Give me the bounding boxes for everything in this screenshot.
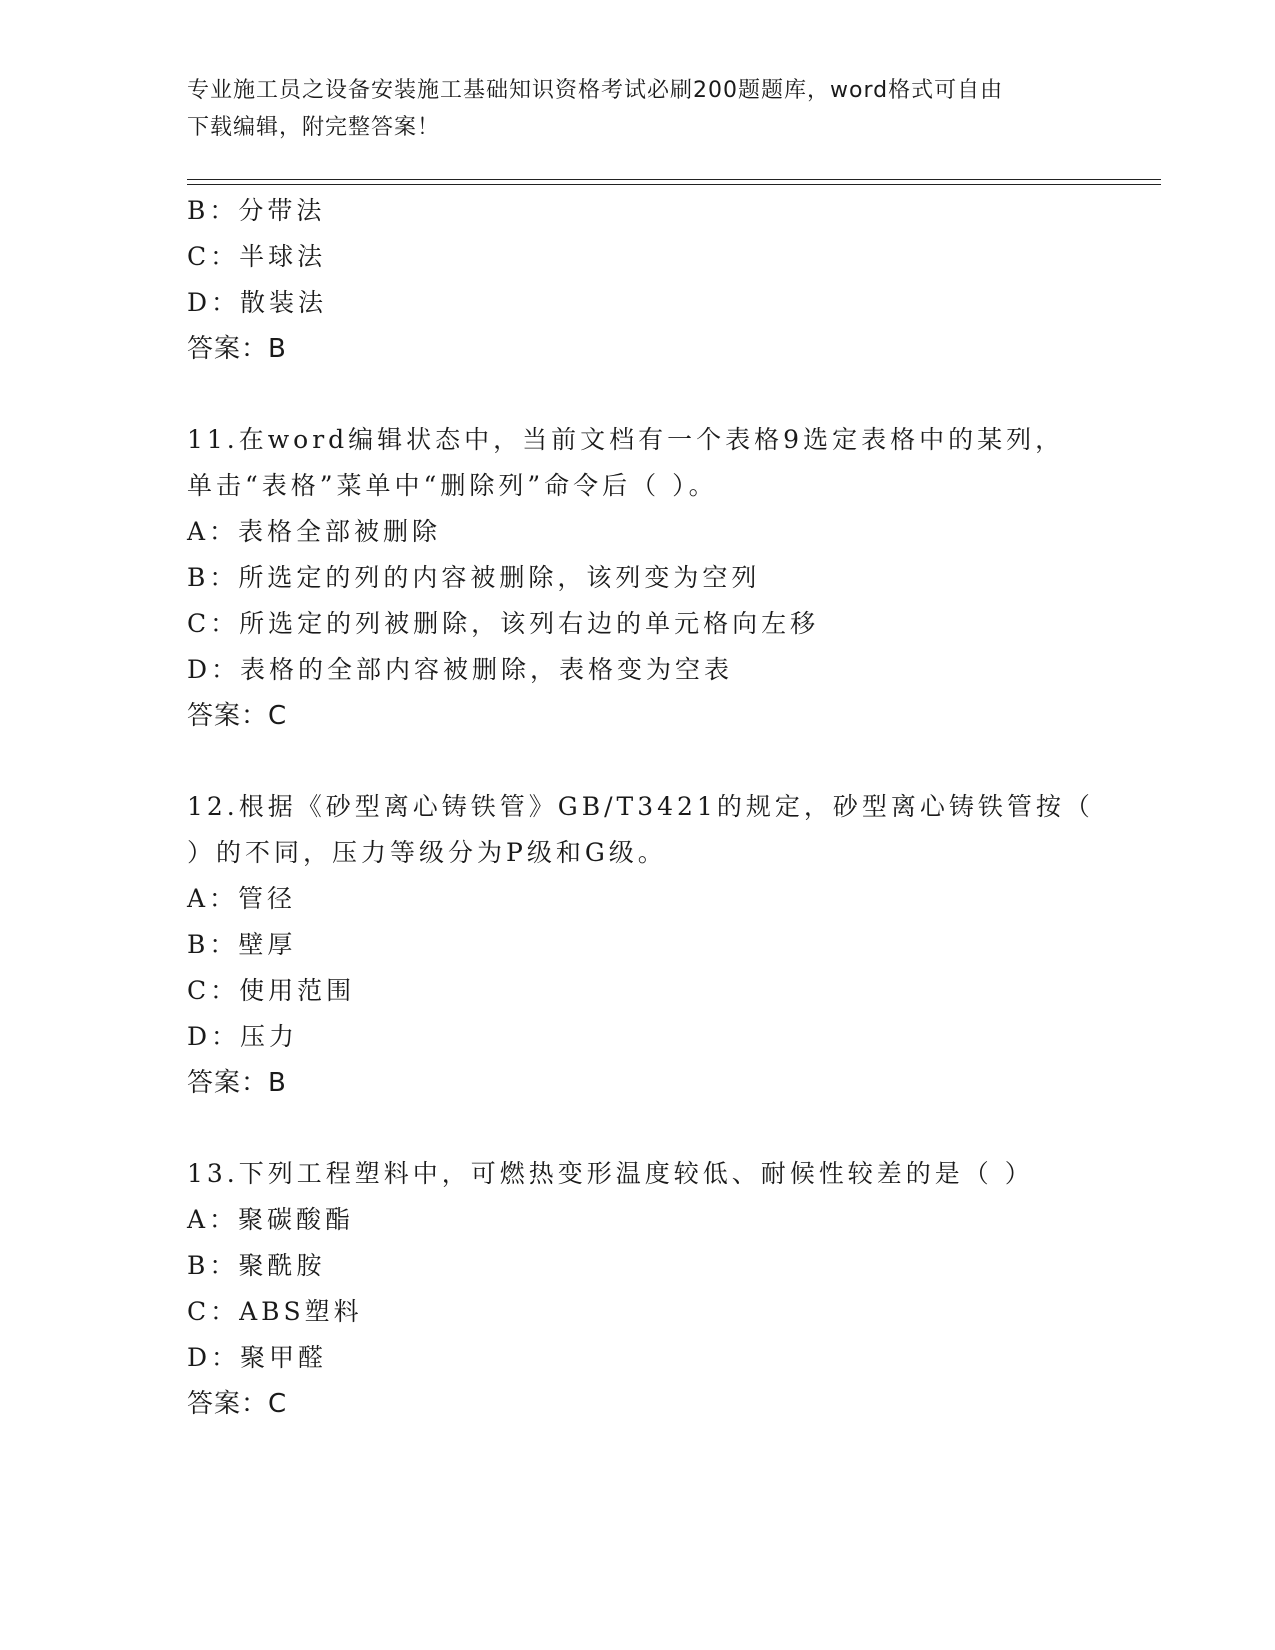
- question-title-line-2: ）的不同，压力等级分为P级和G级。: [187, 838, 667, 867]
- option-d: D：散装法: [187, 288, 328, 317]
- option-b: B：聚酰胺: [187, 1251, 326, 1280]
- option-a: A：表格全部被删除: [187, 517, 442, 546]
- option-b: B：壁厚: [187, 930, 297, 959]
- answer: 答案：C: [187, 1389, 288, 1419]
- option-a: A：聚碳酸酯: [187, 1205, 355, 1234]
- option-c: C：使用范围: [187, 976, 356, 1005]
- option-a: A：管径: [187, 884, 297, 913]
- answer: 答案：C: [187, 701, 288, 731]
- document-header: [187, 72, 1087, 146]
- question-title: [187, 1151, 1057, 1197]
- answer: 答案：B: [187, 1068, 287, 1098]
- header-rule-bottom: [187, 184, 1161, 185]
- question-10: [187, 188, 1087, 372]
- header-rule-top: [187, 179, 1161, 180]
- question-title-line-1: 11.在word编辑状态中，当前文档有一个表格9选定表格中的某列，: [187, 425, 1065, 454]
- question-title: [187, 417, 1065, 509]
- header-line-1: 专业施工员之设备安装施工基础知识资格考试必刷200题题库，word格式可自由: [187, 78, 1004, 103]
- question-11: [187, 417, 1087, 739]
- option-b: B：分带法: [187, 196, 326, 225]
- option-b: B：所选定的列的内容被删除，该列变为空列: [187, 563, 761, 592]
- option-c: C：ABS塑料: [187, 1297, 363, 1326]
- header-line-2: 下载编辑，附完整答案！: [187, 115, 441, 140]
- document-body: [187, 188, 1094, 1427]
- question-title: [187, 784, 1094, 876]
- option-d: D：压力: [187, 1022, 299, 1051]
- question-title-line-2: 单击“表格”菜单中“删除列”命令后（ ）。: [187, 471, 718, 500]
- question-12: [187, 784, 1094, 1106]
- question-title-line-1: 13.下列工程塑料中，可燃热变形温度较低、耐候性较差的是（ ）: [187, 1159, 1034, 1188]
- question-title-line-1: 12.根据《砂型离心铸铁管》GB/T3421的规定，砂型离心铸铁管按（: [187, 792, 1094, 821]
- option-c: C：半球法: [187, 242, 327, 271]
- question-13: [187, 1151, 1087, 1427]
- option-d: D：聚甲醛: [187, 1343, 328, 1372]
- option-d: D：表格的全部内容被删除，表格变为空表: [187, 655, 734, 684]
- answer: 答案：B: [187, 334, 287, 364]
- option-c: C：所选定的列被删除，该列右边的单元格向左移: [187, 609, 820, 638]
